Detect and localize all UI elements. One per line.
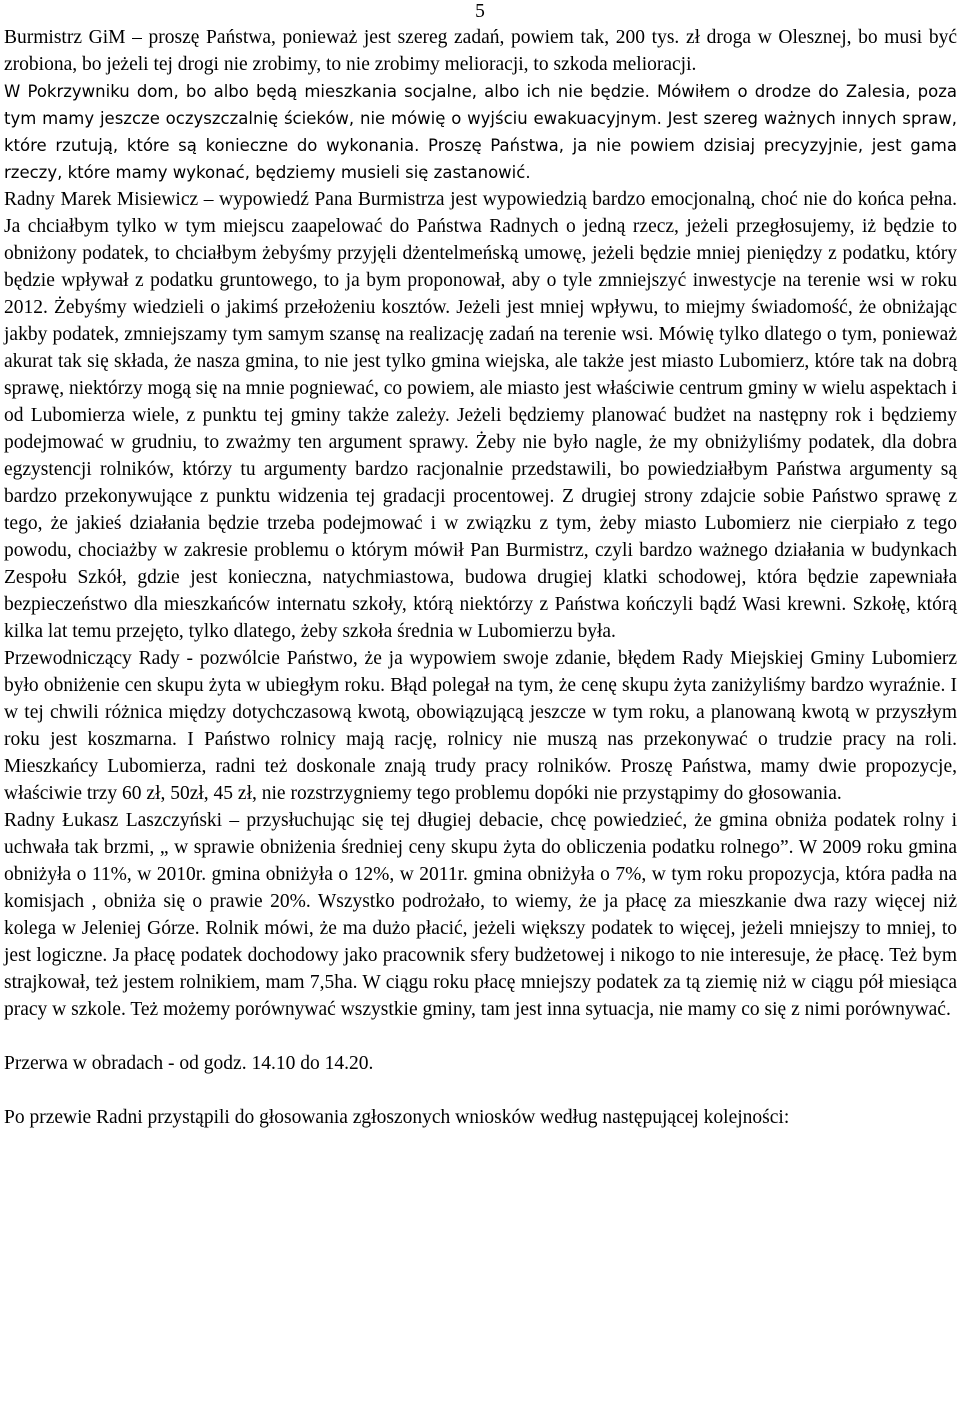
paragraph-przerwa: Przerwa w obradach - od godz. 14.10 do 14.20. [4, 1053, 374, 1074]
paragraph-burmistrz-continued: W Pokrzywniku dom, bo albo będą mieszkania socjalne, albo ich nie będzie. Mówiłem o drodze do Zalesia, poza tym mamy jeszcze oczyszczalnię ścieków, nie mówię o wyjściu ewakuacyjnym. Jest szereg ważnych innych spraw, które rzutują, które są konieczne do wykonania. Proszę Państwa, ja nie powiem dzisiaj precyzyjnie, jest gama rzeczy, które mamy wykonać, będziemy musieli się zastanowić. [4, 82, 957, 182]
paragraph-radny-laszczynski: Radny Łukasz Laszczyński – przysłuchując się tej długiej debacie, chcę powiedzieć, że gmina obniża podatek rolny i uchwała tak brzmi, „ w sprawie obniżenia średniej ceny skupu żyta do obliczenia podatku rolnego”. W 2009 roku gmina obniżyła o 11%, w 2010r. gmina obniżyła o 12%, w 2011r. gmina obniżyła o 7%, w tym roku propozycja, która padła na komisjach , obniża się o prawie 20%. Wszystko podrożało, to wiemy, że ja płacę za mieszkanie dwa razy więcej niż kolega w Jeleniej Górze. Rolnik mówi, że ma dużo płacić, jeżeli większy podatek to więcej, jeżeli mniejszy to mniej, to jest logiczne. Ja płacę podatek dochodowy jako pracownik sfery budżetowej i nikogo to nie interesuje, że płacę. Też bym strajkował, też jestem rolnikiem, mam 7,5ha. W ciągu roku płacę mniejszy podatek za tą ziemię niż w ciągu pół miesiąca pracy w szkole. Też możemy porównywać wszystkie gminy, tam jest inna sytuacja, nie mamy co się z nimi porównywać. [4, 810, 957, 1020]
paragraph-burmistrz: Burmistrz GiM – proszę Państwa, ponieważ jest szereg zadań, powiem tak, 200 tys. zł droga w Olesznej, bo musi być zrobiona, bo jeżeli tej drogi nie zrobimy, to nie zrobimy melioracji, to szkoda melioracji. [4, 27, 957, 75]
page-number: 5 [475, 1, 485, 22]
paragraph-przewodniczacy: Przewodniczący Rady - pozwólcie Państwo, że ja wypowiem swoje zdanie, błędem Rady Miejskiej Gminy Lubomierz było obniżenie cen skupu żyta w ubiegłym roku. Błąd polegał na tym, że cenę skupu żyta zaniżyliśmy bardzo wyraźnie. I w tej chwili różnica między dotychczasową kwotą, obowiązującą jeszcze w tym roku, a planowaną kwotą w przyszłym roku jest koszmarna. I Państwo rolnicy mają rację, rolnicy nie muszą nas przekonywać o trudzie pracy na roli. Mieszkańcy Lubomierza, radni też doskonale znają trudy pracy rolników. Proszę Państwa, mamy dwie propozycje, właściwie trzy 60 zł, 50zł, 45 zł, nie rozstrzygniemy tego problemu dopóki nie przystąpimy do głosowania. [4, 648, 957, 804]
paragraph-glosowanie: Po przewie Radni przystąpili do głosowania zgłoszonych wniosków według następującej kolejności: [4, 1107, 790, 1128]
paragraph-radny-misiewicz: Radny Marek Misiewicz – wypowiedź Pana Burmistrza jest wypowiedzią bardzo emocjonalną, choć nie do końca pełna. Ja chciałbym tylko w tym miejscu zaapelować do Państwa Radnych o jedną rzecz, jeżeli przegłosujemy, iż będzie to obniżony podatek, to chciałbym żebyśmy przyjęli dżentelmeńską umowę, jeżeli będzie mniej pieniędzy z podatku, który będzie wpływał z podatku gruntowego, to ja bym proponował, aby o tyle zmniejszyć inwestycje na terenie wsi w roku 2012. Żebyśmy wiedzieli o jakimś przełożeniu kosztów. Jeżeli jest mniej wpływu, to miejmy świadomość, że obniżając jakby podatek, zmniejszamy tym samym szansę na realizację zadań na terenie wsi. Mówię tylko dlatego o tym, ponieważ akurat tak się składa, że nasza gmina, to nie jest tylko gmina wiejska, ale także jest miasto Lubomierz, które tak na dobrą sprawę, niektórzy mogą się na mnie pogniewać, co powiem, ale miasto jest właściwie centrum gminy w wielu aspektach i od Lubomierza wiele, z punktu tej gminy także zależy. Jeżeli będziemy planować budżet na następny rok i będziemy podejmować w grudniu, to zważmy ten argument sprawy. Żeby nie było nagle, że my obniżyliśmy podatek, dla dobra egzystencji rolników, którzy tu argumenty bardzo racjonalnie przedstawili, bo powiedziałbym Państwa argumenty są bardzo przekonywujące z punktu widzenia tej gradacji procentowej. Z drugiej strony zdajcie sobie Państwo sprawę z tego, że jakieś działania będzie trzeba podejmować i w związku z tym, żeby miasto Lubomierz nie cierpiało z tego powodu, chociażby w zakresie problemu o którym mówił Pan Burmistrz, czyli bardzo ważnego działania w budynkach Zespołu Szkół, gdzie jest konieczna, natychmiastowa, budowa drugiej klatki schodowej, która będzie zapewniała bezpieczeństwo dla mieszkańców internatu szkoły, którą niektórzy z Państwa kończyli bądź Wasi krewni. Szkołę, którą kilka lat temu przejęto, tylko dlatego, żeby szkoła średnia w Lubomierzu była. [4, 189, 957, 642]
